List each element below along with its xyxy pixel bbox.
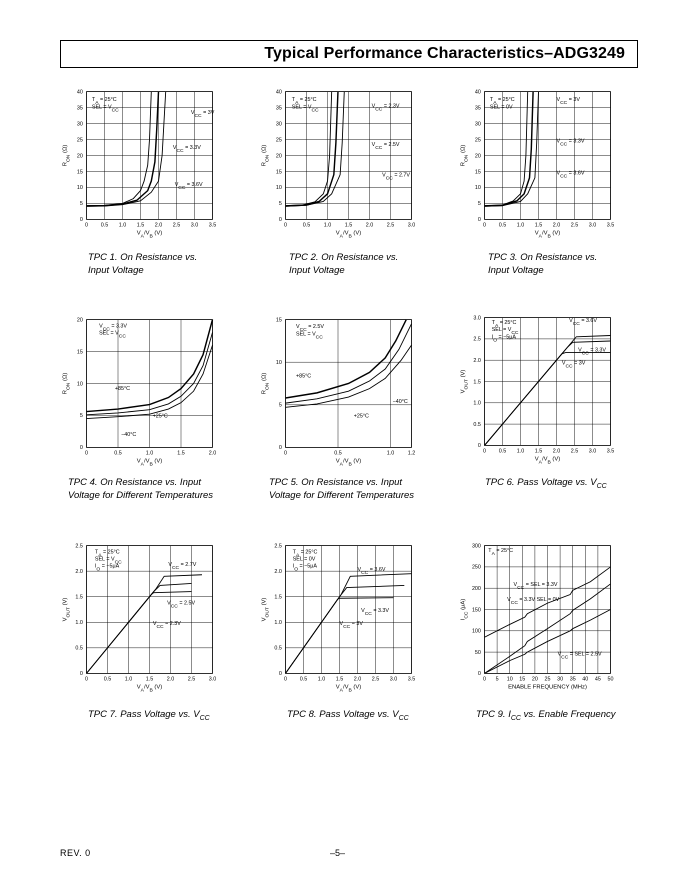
condition-label: $T_A = 25^\circ C$ [292,549,318,558]
x-tick-label: 5 [495,676,499,683]
y-tick-label: 50 [474,649,481,656]
y-axis-label: $V_{OUT}$ (V) [261,597,271,622]
y-axis-label: $R_{ON}$ (Ω) [460,144,470,167]
chart-tpc7 [55,533,235,713]
y-tick-label: 5 [477,201,481,208]
x-tick-label: 3.5 [606,448,615,455]
x-tick-label: 35 [569,676,576,683]
x-tick-label: 3.0 [190,222,199,229]
series-label: +25°C [353,413,369,420]
condition-label: $T_A = 25^\circ C$ [94,549,120,558]
y-tick-label: 1.0 [473,400,481,407]
y-axis-label: $V_{OUT}$ (V) [62,597,72,622]
series-label: $V_{CC} = 3.3V$ [172,145,201,154]
x-tick-label: 1.5 [534,448,543,455]
y-tick-label: 200 [471,586,481,592]
x-tick-label: 0 [85,222,88,229]
y-tick-label: 20 [474,153,481,160]
x-tick-label: 1.5 [177,450,185,457]
x-axis-label: $V_A/V_B$ (V) [136,230,163,240]
series-line [485,353,611,446]
series-line [87,575,202,674]
y-tick-label: 15 [275,169,282,176]
series-label: +85°C [296,373,312,380]
y-axis-label: $V_{OUT}$ (V) [460,369,470,394]
condition-label: SEL = 0V [292,556,316,563]
x-tick-label: 1.5 [344,222,353,229]
x-axis-label: $V_A/V_B$ (V) [136,684,163,694]
y-tick-label: 30 [275,121,282,128]
x-axis-label: $V_A/V_B$ (V) [335,684,362,694]
y-tick-label: 40 [275,89,282,96]
condition-label: $T_A = 25^\circ C$ [491,319,517,329]
condition-label: $T_A = 25^\circ C$ [489,97,515,106]
x-tick-label: 1.0 [323,222,332,229]
y-tick-label: 0.5 [473,421,481,428]
y-tick-label: 20 [76,153,83,160]
caption-tpc6 [485,476,607,493]
y-tick-label: 0 [278,671,282,678]
chart-tpc3 [453,79,633,259]
y-tick-label: 35 [76,105,83,112]
y-tick-label: 150 [471,607,481,614]
x-tick-label: 0 [284,222,287,229]
condition-label: SEL = $V_{CC}$ [491,327,519,336]
series-label: $V_{CC} = 3.6V$ [569,317,598,327]
x-tick-label: 0 [284,676,287,683]
x-tick-label: 1.5 [534,222,543,229]
series-label: $V_{CC} = 3.3V$ [556,138,585,148]
y-tick-label: 0 [278,445,282,452]
y-tick-label: 15 [474,169,481,176]
y-tick-label: 25 [275,137,282,144]
x-tick-label: 0.5 [114,450,122,457]
y-axis-label: $R_{ON}$ (Ω) [261,144,271,167]
caption-line: TPC 3. On Resistance vs. [488,252,598,263]
y-tick-label: 2.5 [274,543,282,550]
x-tick-label: 15 [519,676,526,683]
x-tick-label: 2.5 [371,676,380,683]
chart-tpc9 [453,533,633,713]
series-label: $V_{CC} = 2.5V$ [167,600,196,609]
series-label: +25°C [152,413,168,420]
x-tick-label: 0.5 [302,222,311,229]
series-label: −40°C [121,431,137,438]
x-tick-label: 1.0 [516,448,525,455]
y-tick-label: 100 [471,628,481,635]
x-tick-label: 0 [284,450,287,457]
caption-line: TPC 7. Pass Voltage vs. $V_{CC}$ [88,709,210,722]
y-tick-label: 2.0 [75,568,83,575]
y-axis-label: $I_{CC}$ (μA) [460,598,470,621]
x-tick-label: 20 [531,676,538,683]
chart-tpc6 [453,305,633,485]
x-axis-label: $V_A/V_B$ (V) [534,230,561,240]
y-tick-label: 2.0 [274,568,282,575]
y-tick-label: 30 [474,121,481,128]
condition-label: $V_{CC} = 2.5V$ [296,324,324,333]
y-tick-label: 10 [275,185,282,192]
x-tick-label: 0.5 [498,448,507,455]
series-label: $V_{CC}$ = SEL = 3.3V [513,582,558,591]
y-tick-label: 40 [76,89,83,96]
condition-label: SEL = $V_{CC}$ [91,104,119,113]
series-label: $V_{CC} = 3V$ [556,97,580,106]
y-tick-label: 300 [471,543,481,550]
x-tick-label: 0.5 [100,222,109,229]
series-label: $V_{CC} = 2.7V$ [168,562,197,571]
x-tick-label: 25 [544,676,551,683]
caption-line: Input Voltage [488,265,544,276]
y-tick-label: 0 [278,217,282,224]
x-tick-label: 2.5 [187,676,196,683]
x-tick-label: 1.5 [335,676,344,683]
x-axis-label: ENABLE FREQUENCY (MHz) [508,684,587,691]
y-tick-label: 0 [79,445,83,452]
y-axis-label: $R_{ON}$ (Ω) [261,372,271,395]
x-tick-label: 2.0 [365,222,374,229]
y-tick-label: 1.5 [75,594,83,601]
x-tick-label: 3.5 [407,676,416,683]
y-tick-label: 2.5 [75,543,83,550]
x-axis-label: $V_A/V_B$ (V) [534,456,561,466]
x-tick-label: 3.0 [588,448,597,455]
caption-tpc9 [476,708,616,725]
y-tick-label: 10 [275,360,282,366]
y-tick-label: 0 [477,443,481,450]
x-tick-label: 3.0 [208,676,217,683]
x-tick-label: 1.5 [136,222,145,229]
x-tick-label: 2.5 [172,222,181,229]
series-line [485,341,611,445]
x-axis-label: $V_A/V_B$ (V) [136,458,163,468]
x-tick-label: 0.5 [334,450,342,457]
series-label: $V_{CC} = 2.3V$ [371,103,400,113]
series-label: $V_{CC} = 2.5V$ [371,141,400,151]
x-tick-label: 1.0 [317,676,326,683]
y-tick-label: 20 [275,153,282,160]
condition-label: $T_A = 25^\circ C$ [488,547,514,557]
header-box [60,40,638,68]
x-tick-label: 1.5 [145,676,154,683]
y-tick-label: 10 [76,381,83,388]
x-tick-label: 1.0 [386,450,395,457]
x-tick-label: 3.0 [389,676,398,683]
x-tick-label: 0 [483,676,486,683]
series-label: $V_{CC} = 3V$ [190,109,215,119]
x-tick-label: 45 [594,676,601,683]
chart-tpc2 [254,79,434,259]
x-tick-label: 10 [506,676,513,683]
caption-tpc1 [88,251,197,277]
caption-line: TPC 5. On Resistance vs. Input [269,477,403,488]
y-tick-label: 20 [76,317,83,324]
x-tick-label: 3.5 [606,222,615,229]
y-tick-label: 250 [471,564,481,571]
y-tick-label: 2.5 [473,336,481,343]
chart-tpc5 [254,307,434,487]
x-tick-label: 2.0 [154,222,163,229]
chart-tpc1 [55,79,235,259]
caption-line: TPC 9. $I_{CC}$ vs. Enable Frequency [476,709,616,722]
y-tick-label: 0.5 [75,645,83,652]
series-label: $V_{CC} = 3.6V$ [357,567,386,576]
series-label: $V_{CC} = 2.7V$ [382,172,411,181]
x-tick-label: 3.0 [407,222,416,229]
x-tick-label: 0.5 [498,222,507,229]
y-tick-label: 30 [76,121,83,128]
x-tick-label: 3.0 [588,222,597,229]
x-tick-label: 2.0 [353,676,362,683]
y-tick-label: 10 [474,185,481,192]
x-tick-label: 2.0 [552,448,561,455]
condition-label: SEL = 0V [489,104,513,111]
x-tick-label: 3.5 [208,222,217,229]
x-tick-label: 50 [607,676,614,683]
caption-tpc5 [269,476,414,502]
chart-tpc8 [254,533,434,713]
condition-label: $I_O = -5\mu A$ [292,563,317,573]
x-axis-label: $V_A/V_B$ (V) [335,458,362,468]
y-tick-label: 5 [79,413,83,420]
x-tick-label: 0 [483,222,486,229]
y-tick-label: 2.0 [473,358,481,364]
condition-label: SEL = $V_{CC}$ [94,556,122,565]
y-tick-label: 1.5 [274,594,282,601]
condition-label: $V_{CC} = 3.3V$ [99,323,128,332]
x-tick-label: 2.0 [208,450,217,457]
series-label: −40°C [392,399,408,406]
y-tick-label: 25 [76,137,83,144]
x-tick-label: 1.2 [407,450,416,457]
x-tick-label: 2.0 [166,676,175,683]
x-tick-label: 0 [85,450,88,457]
y-tick-label: 35 [474,105,481,112]
y-tick-label: 35 [275,105,282,112]
series-label: $V_{CC} = 2.3V$ [152,620,181,630]
x-tick-label: 0 [483,448,486,455]
condition-label: SEL = $V_{CC}$ [99,330,126,339]
caption-line: TPC 6. Pass Voltage vs. $V_{CC}$ [485,477,607,490]
x-tick-label: 40 [582,676,589,683]
condition-label: SEL = $V_{CC}$ [296,331,323,340]
series-label: $V_{CC} = 3V$ [339,620,363,630]
y-tick-label: 0 [477,217,481,224]
page-number: –5– [330,848,346,858]
caption-tpc2 [289,251,398,277]
y-tick-label: 15 [275,317,282,324]
x-tick-label: 2.5 [570,222,579,229]
y-tick-label: 25 [474,137,481,144]
y-tick-label: 5 [278,201,282,208]
caption-line: Input Voltage [289,265,345,276]
caption-line: Voltage for Different Temperatures [269,490,415,501]
caption-line: TPC 1. On Resistance vs. [88,252,198,263]
x-tick-label: 1.0 [516,222,525,229]
y-axis-label: $R_{ON}$ (Ω) [62,372,72,395]
series-label: $V_{CC} = 3.3V$ SEL = 0V [507,596,560,606]
caption-line: Input Voltage [88,265,144,276]
caption-tpc3 [488,251,597,277]
series-label: $V_{CC} = 3V$ [561,360,586,369]
chart-tpc4 [55,307,235,487]
condition-label: $I_O = -5\mu A$ [94,563,120,573]
series-label: $V_{CC}$ = SEL = 2.5V [557,651,602,661]
series-label: $V_{CC} = 3.3V$ [361,608,390,617]
condition-label: SEL = $V_{CC}$ [291,104,319,113]
y-tick-label: 5 [278,402,282,409]
y-axis-label: $R_{ON}$ (Ω) [62,144,72,167]
series-label: +85°C [114,385,131,392]
y-tick-label: 15 [76,169,83,176]
caption-line: TPC 2. On Resistance vs. [289,252,399,263]
x-tick-label: 2.0 [552,222,561,229]
x-tick-label: 2.5 [570,448,579,455]
caption-tpc8 [287,708,409,725]
caption-tpc4 [68,476,213,502]
y-tick-label: 1.5 [473,379,481,386]
x-tick-label: 0 [85,676,88,683]
series-label: $V_{CC} = 3.3V$ [578,347,607,357]
y-tick-label: 0 [477,671,481,678]
caption-line: TPC 8. Pass Voltage vs. $V_{CC}$ [287,709,409,722]
x-tick-label: 1.0 [124,676,133,683]
caption-tpc7 [88,708,210,725]
x-axis-label: $V_A/V_B$ (V) [335,230,362,240]
x-tick-label: 0.5 [299,676,308,683]
y-tick-label: 3.0 [473,315,481,322]
caption-line: TPC 4. On Resistance vs. Input [68,477,202,488]
page-title: Typical Performance Characteristics–ADG3249 [264,45,625,62]
x-tick-label: 2.5 [386,222,395,229]
y-tick-label: 0 [79,217,83,224]
condition-label: $I_O = -5\mu A$ [491,334,516,343]
x-tick-label: 1.0 [145,450,154,457]
condition-label: $T_A = 25^\circ C$ [91,97,117,106]
y-tick-label: 1.0 [75,620,83,627]
y-tick-label: 0.5 [274,645,282,652]
y-tick-label: 10 [76,185,83,192]
y-tick-label: 15 [76,349,83,356]
y-tick-label: 0 [79,671,83,678]
x-tick-label: 1.0 [118,222,127,229]
revision-label: REV. 0 [60,848,91,858]
series-label: $V_{CC} = 3.6V$ [556,170,585,180]
condition-label: $T_A = 25^\circ C$ [291,97,317,106]
caption-line: Voltage for Different Temperatures [68,490,214,501]
y-tick-label: 1.0 [274,620,282,627]
x-tick-label: 0.5 [103,676,112,683]
y-tick-label: 40 [474,89,481,96]
series-label: $V_{CC} = 3.6V$ [174,181,203,191]
x-tick-label: 30 [557,676,564,683]
y-tick-label: 5 [79,201,83,208]
